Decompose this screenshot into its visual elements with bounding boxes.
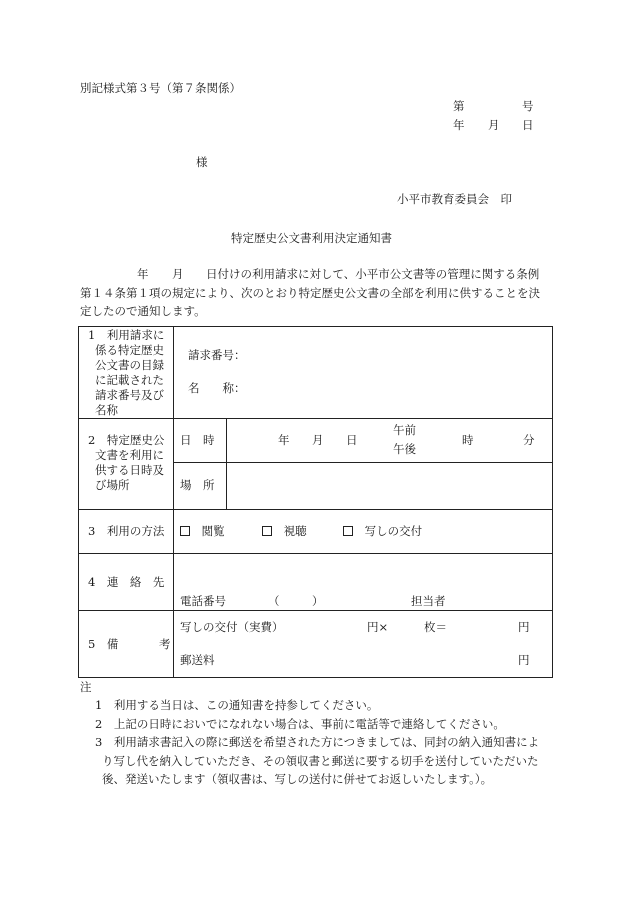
note-1: 1 利用する当日は、この通知書を持参してください。 <box>95 698 379 712</box>
row1-header-l4: に記載された <box>95 373 164 387</box>
row1-header-l1: 1 利用請求に <box>88 328 165 342</box>
postage-label: 郵送料 <box>180 653 215 667</box>
row2-header-l1: 2 特定歴史公 <box>88 433 165 447</box>
pm-label: 午後 <box>393 442 416 456</box>
row3-content <box>174 510 553 554</box>
am-label: 午前 <box>393 423 416 437</box>
row4-content[interactable] <box>174 554 553 611</box>
number-dai: 第 <box>453 99 465 113</box>
option-copy[interactable] <box>343 523 422 540</box>
number-go: 号 <box>522 99 534 113</box>
form-label: 別記様式第３号（第７条関係） <box>80 81 241 95</box>
sender: 小平市教育委員会 印 <box>397 192 512 206</box>
option-viewing-label: 閲覧 <box>201 524 225 538</box>
checkbox-viewing[interactable] <box>180 526 190 536</box>
row3-header-label: 3 利用の方法 <box>88 524 165 538</box>
note-3-line3: 後、発送いたします（領収書は、写しの送付に併せてお返しいたします。）。 <box>102 772 493 786</box>
row3-header <box>79 510 174 554</box>
document-title: 特定歴史公文書利用決定通知書 <box>231 231 392 245</box>
visit-year: 年 <box>278 433 290 447</box>
body-line3: 定したので通知します。 <box>80 304 206 318</box>
notice-table <box>78 326 553 678</box>
row5-header-left: 5 備 <box>88 637 119 651</box>
option-copy-label: 写しの交付 <box>364 524 423 538</box>
place-label: 場 所 <box>180 478 215 493</box>
row5-content <box>174 611 553 678</box>
minute-label: 分 <box>523 433 535 447</box>
body-line1: 日付けの利用請求に対して、小平市公文書等の管理に関する条例 <box>206 267 540 281</box>
note-2: 2 上記の日時においでになれない場合は、事前に電話等で連絡してください。 <box>95 717 505 731</box>
place-label-cell <box>174 463 227 510</box>
row1-header-l2: 係る特定歴史 <box>95 343 164 357</box>
request-number-label: 請求番号： <box>188 348 246 362</box>
person-label: 担当者 <box>411 594 446 608</box>
row2-header-l3: 供する日時及 <box>95 463 164 477</box>
checkbox-listening[interactable] <box>262 526 272 536</box>
row1-header-l5: 請求番号及び <box>95 388 164 402</box>
row4-header-label: 4 連 絡 先 <box>88 575 165 589</box>
datetime-label-cell <box>174 419 227 463</box>
sheets-eq: 枚＝ <box>424 620 447 634</box>
name-label: 名 称： <box>188 381 246 395</box>
visit-day: 日 <box>346 433 358 447</box>
row1-content <box>174 327 553 419</box>
date-month: 月 <box>488 118 500 132</box>
yen-total: 円 <box>518 620 530 634</box>
row2-header-l4: び場所 <box>95 478 130 492</box>
row5-header <box>79 611 174 678</box>
row4-header <box>79 554 174 611</box>
place-value-cell[interactable] <box>227 463 553 510</box>
row2-header-l2: 文書を利用に <box>95 448 164 462</box>
option-viewing[interactable] <box>180 523 225 540</box>
body-year: 年 <box>137 267 149 281</box>
option-listening-label: 視聴 <box>283 524 307 538</box>
row1-header <box>79 327 174 419</box>
phone-label: 電話番号 <box>180 594 226 608</box>
option-listening[interactable] <box>262 523 307 540</box>
checkbox-copy[interactable] <box>343 526 353 536</box>
datetime-value-cell[interactable] <box>227 419 553 463</box>
body-month: 月 <box>172 267 184 281</box>
yen-times: 円× <box>367 620 389 634</box>
phone-paren-close: ） <box>312 594 324 608</box>
addressee-suffix: 様 <box>196 155 208 169</box>
copy-fee-label: 写しの交付（実費） <box>180 620 284 634</box>
datetime-label: 日 時 <box>180 433 215 447</box>
body-line2: 第１４条第１項の規定により、次のとおり特定歴史公文書の全部を利用に供することを決 <box>80 286 540 300</box>
yen-postage: 円 <box>518 653 530 667</box>
note-3-line1: 3 利用請求書記入の際に郵送を希望された方につきましては、同封の納入通知書によ <box>95 735 540 749</box>
date-day: 日 <box>522 118 534 132</box>
date-year: 年 <box>453 118 465 132</box>
row2-header <box>79 419 174 510</box>
row5-header-right: 考 <box>159 637 171 651</box>
row1-header-l6: 名称 <box>95 403 118 417</box>
visit-month: 月 <box>312 433 324 447</box>
phone-paren-open: （ <box>268 594 280 608</box>
row1-header-l3: 公文書の目録 <box>95 358 164 372</box>
notes-heading: 注 <box>80 680 92 694</box>
note-3-line2: り写し代を納入していただき、その領収書と郵送に要する切手を送付していただいた <box>102 754 539 768</box>
hour-label: 時 <box>462 433 474 447</box>
